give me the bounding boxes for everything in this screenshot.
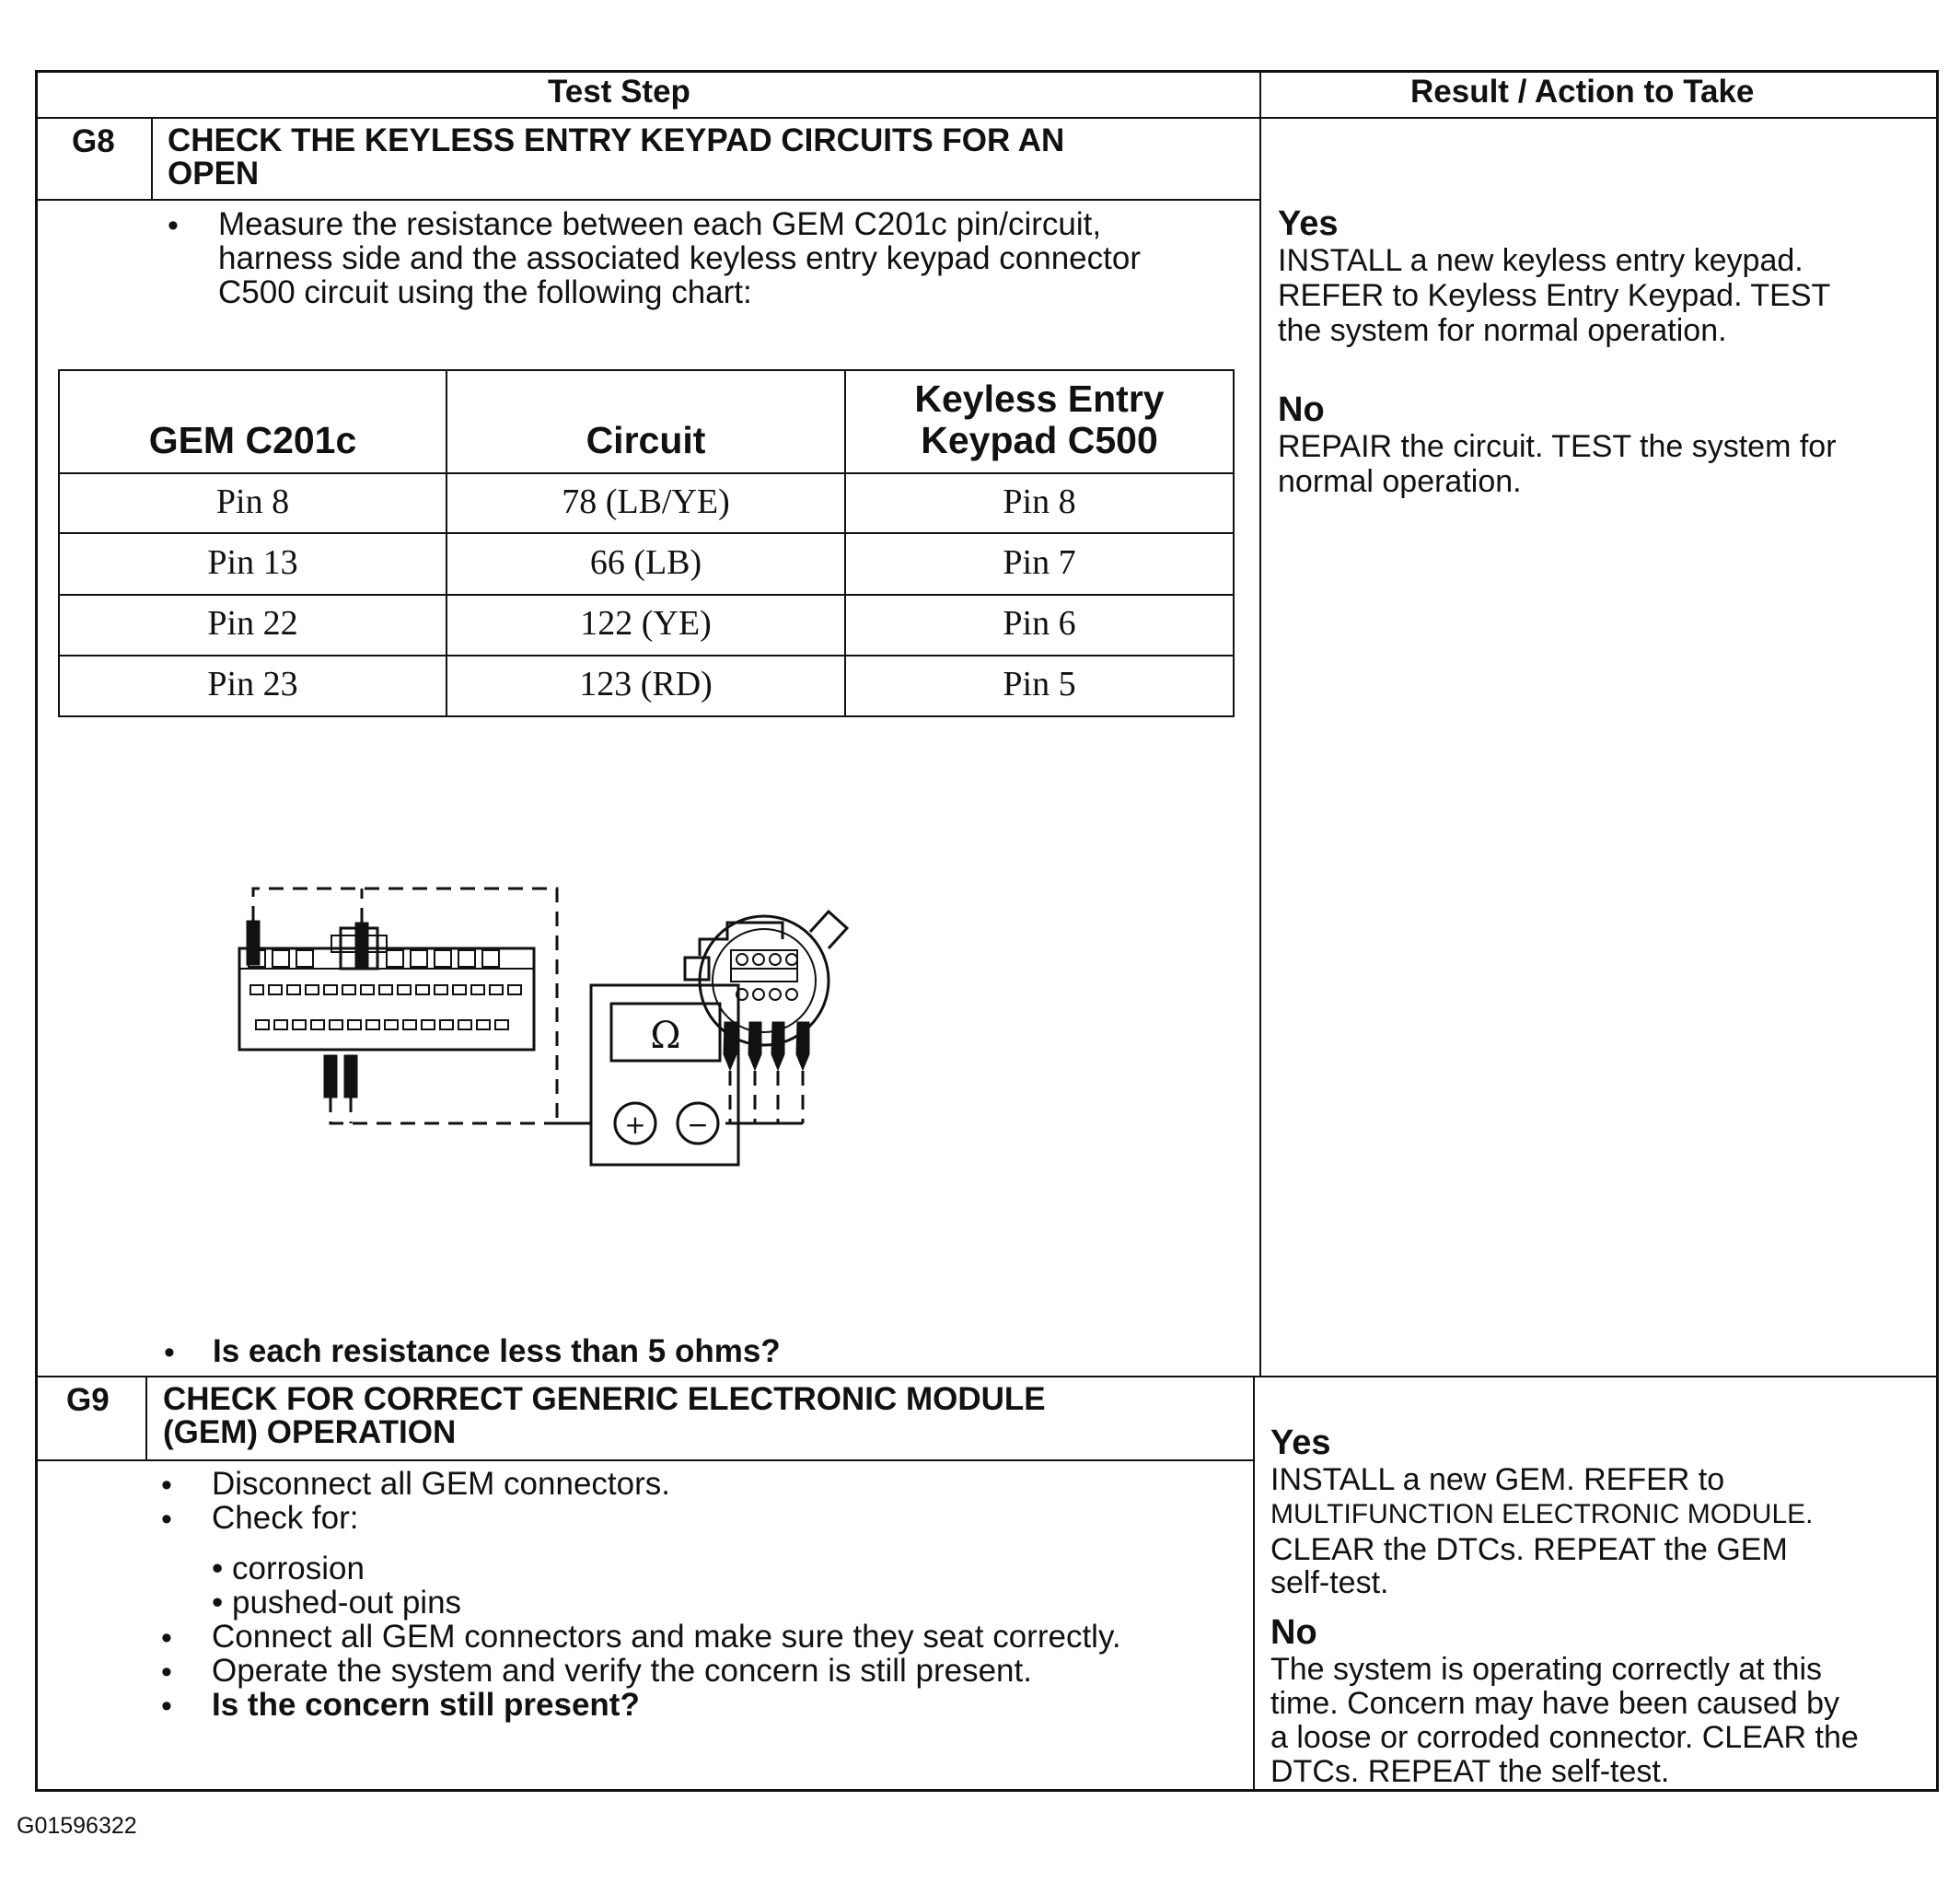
meter-ohm-symbol: Ω (650, 1015, 681, 1057)
g8-no-line2: normal operation. (1278, 464, 1522, 499)
g9-yes-line4: self-test. (1270, 1565, 1389, 1600)
g9-no-line4: DTCs. REPEAT the self-test. (1270, 1754, 1670, 1789)
meter-plus: + (624, 1110, 646, 1140)
frame-top (35, 70, 1939, 73)
chart-cell: Pin 8 (1003, 482, 1076, 521)
chart-cell: 122 (YE) (580, 604, 712, 643)
g9-no-label: No (1270, 1613, 1317, 1652)
g8-title-separator (35, 199, 1261, 201)
g8-yes-label: Yes (1278, 204, 1339, 243)
g8-yes-line3: the system for normal operation. (1278, 313, 1727, 348)
chart-cell: Pin 8 (215, 482, 290, 521)
g9-yes-line2: MULTIFUNCTION ELECTRONIC MODULE. (1270, 1499, 1814, 1529)
g9-title-line1: CHECK FOR CORRECT GENERIC ELECTRONIC MODULE (163, 1381, 1046, 1417)
g8-no-label: No (1278, 390, 1325, 429)
g9-no-line3: a loose or corroded connector. CLEAR the (1270, 1720, 1859, 1755)
column-divider (1259, 70, 1261, 1377)
g9-yes-label: Yes (1270, 1423, 1331, 1462)
chart-line (1233, 369, 1235, 717)
gem-connector (239, 928, 534, 1050)
g9-sub2: • pushed-out pins (212, 1585, 462, 1621)
meter-minus: − (687, 1110, 709, 1140)
g8-instr-line1: Measure the resistance between each GEM C201c pin/circuit, (218, 206, 1102, 242)
figure-id: G01596322 (17, 1813, 137, 1839)
g9-step4: Operate the system and verify the concern is still present. (212, 1653, 1032, 1689)
chart-cell: Pin 13 (207, 543, 298, 582)
test-step-header: Test Step (548, 74, 690, 110)
g8-yes-line2: REFER to Keyless Entry Keypad. TEST (1278, 278, 1831, 313)
chart-cell: 123 (RD) (579, 665, 713, 703)
keypad-connector (685, 912, 847, 1045)
g8-step-id: G8 (72, 123, 115, 159)
g8-title-line1: CHECK THE KEYLESS ENTRY KEYPAD CIRCUITS FOR AN (168, 122, 1065, 158)
chart-col-circuit: Circuit (586, 419, 706, 461)
g8-question: Is each resistance less than 5 ohms? (213, 1333, 781, 1369)
g9-step1: Disconnect all GEM connectors. (212, 1466, 670, 1502)
resistance-test-diagram (221, 847, 1031, 1179)
g8-bullet: • (168, 208, 179, 243)
chart-cell: 66 (LB) (589, 543, 702, 582)
g9-step3: Connect all GEM connectors and make sure they seat correctly. (212, 1619, 1121, 1655)
g9-no-line1: The system is operating correctly at this (1270, 1652, 1823, 1687)
header-separator (35, 117, 1939, 119)
g9-bullet: • (161, 1502, 172, 1537)
chart-line (58, 369, 1235, 371)
chart-cell: Pin 7 (1003, 543, 1076, 582)
g9-bullet: • (161, 1468, 172, 1503)
frame-left (35, 70, 38, 1792)
g9-step-id: G9 (66, 1382, 110, 1418)
chart-line (58, 472, 1235, 474)
chart-cell: Pin 6 (1003, 604, 1076, 643)
g9-bullet: • (161, 1689, 172, 1724)
g9-id-divider (145, 1376, 147, 1460)
chart-line (58, 532, 1235, 534)
frame-bottom (35, 1789, 1939, 1792)
step-separator (35, 1376, 1939, 1377)
result-header: Result / Action to Take (1410, 74, 1755, 110)
g8-title-line2: OPEN (168, 156, 260, 192)
chart-cell: 78 (LB/YE) (562, 482, 730, 521)
g9-step2: Check for: (212, 1500, 359, 1536)
ohmmeter (591, 985, 738, 1165)
chart-cell: Pin 23 (207, 665, 298, 703)
chart-line (58, 655, 1235, 657)
g9-title-line2: (GEM) OPERATION (163, 1414, 457, 1450)
g8-instr-line3: C500 circuit using the following chart: (218, 274, 752, 310)
g9-yes-line3: CLEAR the DTCs. REPEAT the GEM (1270, 1532, 1788, 1567)
g9-bullet: • (161, 1655, 172, 1690)
g9-title-separator (35, 1459, 1255, 1461)
g9-sub1: • corrosion (212, 1551, 365, 1586)
chart-col-keypad-line2: Keypad C500 (921, 419, 1158, 461)
chart-col-keypad-line1: Keyless Entry (914, 378, 1165, 420)
chart-cell: Pin 5 (1003, 665, 1076, 703)
g8-instr-line2: harness side and the associated keyless entry keypad connector (218, 240, 1141, 276)
g9-yes-line1: INSTALL a new GEM. REFER to (1270, 1462, 1725, 1497)
g9-no-line2: time. Concern may have been caused by (1270, 1686, 1840, 1721)
g9-bullet: • (161, 1621, 172, 1656)
chart-line (58, 594, 1235, 596)
column-divider-lower (1253, 1376, 1255, 1790)
chart-line (58, 715, 1235, 717)
g8-id-divider (151, 117, 153, 200)
g9-question: Is the concern still present? (212, 1687, 640, 1723)
chart-cell: Pin 22 (207, 604, 298, 643)
frame-right (1936, 70, 1939, 1792)
g8-yes-line1: INSTALL a new keyless entry keypad. (1278, 243, 1803, 278)
g8-question-bullet: • (164, 1335, 175, 1370)
chart-col-gem: GEM C201c (148, 419, 357, 461)
g8-no-line1: REPAIR the circuit. TEST the system for (1278, 429, 1837, 464)
